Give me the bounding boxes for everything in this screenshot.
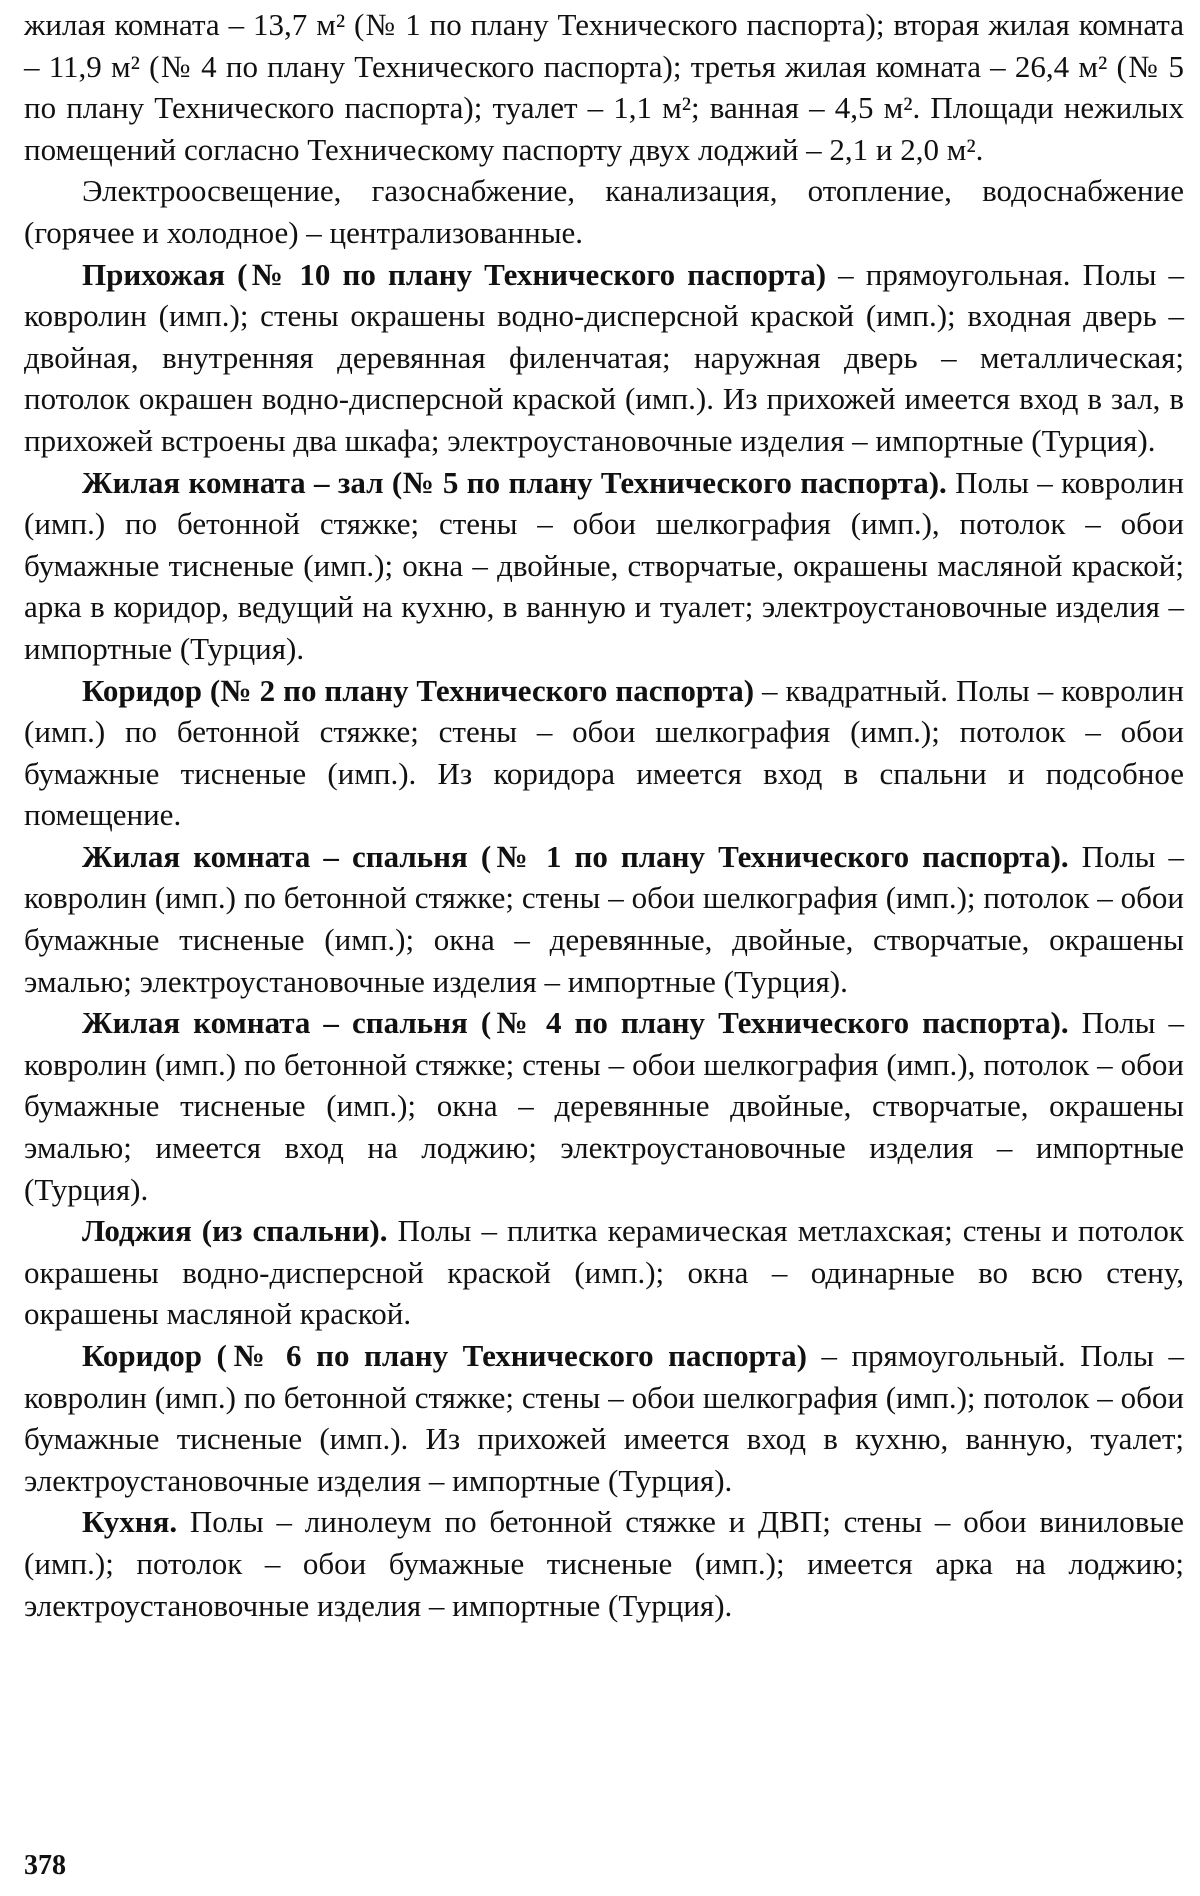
- paragraph-hallway: [24, 254, 1184, 462]
- paragraph-lead: Кухня.: [82, 1504, 178, 1540]
- paragraph-text: Полы – ковролин (имп.) по бетонной стяжке; стены – обои шелкография (имп.), потолок – обои бумажные тисненые (имп.); окна – двойные, створчатые, окрашены масляной краской; арка в коридор, ведущий на кухню, в ванную и туалет; электроустановочные изделия – импортные (Турция).: [24, 464, 1184, 666]
- paragraph-text: Полы – линолеум по бетонной стяжке и ДВП; стены – обои виниловые (имп.); потолок – обои бумажные тисненые (имп.); имеется арка на лоджию; электроустановочные изделия – импортные (Турция).: [24, 1504, 1184, 1623]
- paragraph-areas: [24, 4, 1184, 170]
- paragraph-lead: Лоджия (из спальни).: [82, 1213, 388, 1249]
- page-body: [24, 4, 1184, 1626]
- paragraph-utilities: [24, 170, 1184, 253]
- page-number: 378: [24, 1850, 66, 1881]
- paragraph-bedroom-4: [24, 1002, 1184, 1210]
- paragraph-lead: Жилая комната – спальня (№ 4 по плану Технического паспорта).: [82, 1005, 1069, 1041]
- paragraph-lead: Прихожая (№ 10 по плану Технического паспорта): [82, 256, 827, 292]
- paragraph-lead: Коридор (№ 6 по плану Технического паспорта): [82, 1338, 807, 1373]
- paragraph-text: Электроосвещение, газоснабжение, канализация, отопление, водоснабжение (горячее и холодное) – централизованные.: [24, 173, 1184, 250]
- paragraph-text: жилая комната – 13,7 м² (№ 1 по плану Технического паспорта); вторая жилая комната – 11,9 м² (№ 4 по плану Технического паспорта); третья жилая комната – 26,4 м² (№ 5 по плану Технического паспорта); туалет – 1,1 м²; ванная – 4,5 м². Площади нежилых помещений согласно Техническому паспорту двух лоджий – 2,1 и 2,0 м².: [24, 7, 1184, 167]
- paragraph-text: – прямоугольный. Полы – ковролин (имп.) по бетонной стяжке; стены – обои шелкография (имп.); потолок – обои бумажные тисненые (имп.). Из прихожей имеется вход в кухню, ванную, туалет; электроустановочные изделия – импортные (Турция).: [24, 1338, 1184, 1498]
- paragraph-corridor-6: [24, 1335, 1184, 1501]
- paragraph-text: – прямоугольная. Полы – ковролин (имп.); стены окрашены водно-дисперсной краской (имп.); входная дверь – двойная, внутренняя деревянная филенчатая; наружная дверь – металлическая; потолок окрашен водно-дисперсной краской (имп.). Из прихожей имеется вход в зал, в прихожей встроены два шкафа; электроустановочные изделия – импортные (Турция).: [24, 256, 1185, 458]
- paragraph-corridor-2: [24, 670, 1184, 836]
- paragraph-bedroom-1: [24, 836, 1184, 1002]
- paragraph-lead: Жилая комната – зал (№ 5 по плану Технического паспорта).: [82, 464, 947, 500]
- paragraph-lead: Жилая комната – спальня (№ 1 по плану Технического паспорта).: [82, 838, 1069, 874]
- paragraph-living-room: [24, 462, 1184, 670]
- paragraph-text: Полы – ковролин (имп.) по бетонной стяжке; стены – обои шелкография (имп.); потолок – обои бумажные тисненые (имп.); окна – деревянные, двойные, створчатые, окрашены эмалью; электроустановочные изделия – импортные (Турция).: [24, 838, 1185, 999]
- paragraph-loggia: [24, 1210, 1184, 1335]
- paragraph-text: Полы – ковролин (имп.) по бетонной стяжке; стены – обои шелкография (имп.), потолок – обои бумажные тисненые (имп.); окна – деревянные двойные, створчатые, окрашены эмалью; имеется вход на лоджию; электроустановочные изделия – импортные (Турция).: [24, 1005, 1185, 1207]
- paragraph-text: – квадратный. Полы – ковролин (имп.) по бетонной стяжке; стены – обои шелкография (имп.); потолок – обои бумажные тисненые (имп.). Из коридора имеется вход в спальни и подсобное помещение.: [24, 672, 1184, 833]
- paragraph-lead: Коридор (№ 2 по плану Технического паспорта): [82, 672, 755, 708]
- paragraph-kitchen: [24, 1501, 1184, 1626]
- paragraph-text: Полы – плитка керамическая метлахская; стены и потолок окрашены водно-дисперсной краской (имп.); окна – одинарные во всю стену, окрашены масляной краской.: [24, 1213, 1184, 1332]
